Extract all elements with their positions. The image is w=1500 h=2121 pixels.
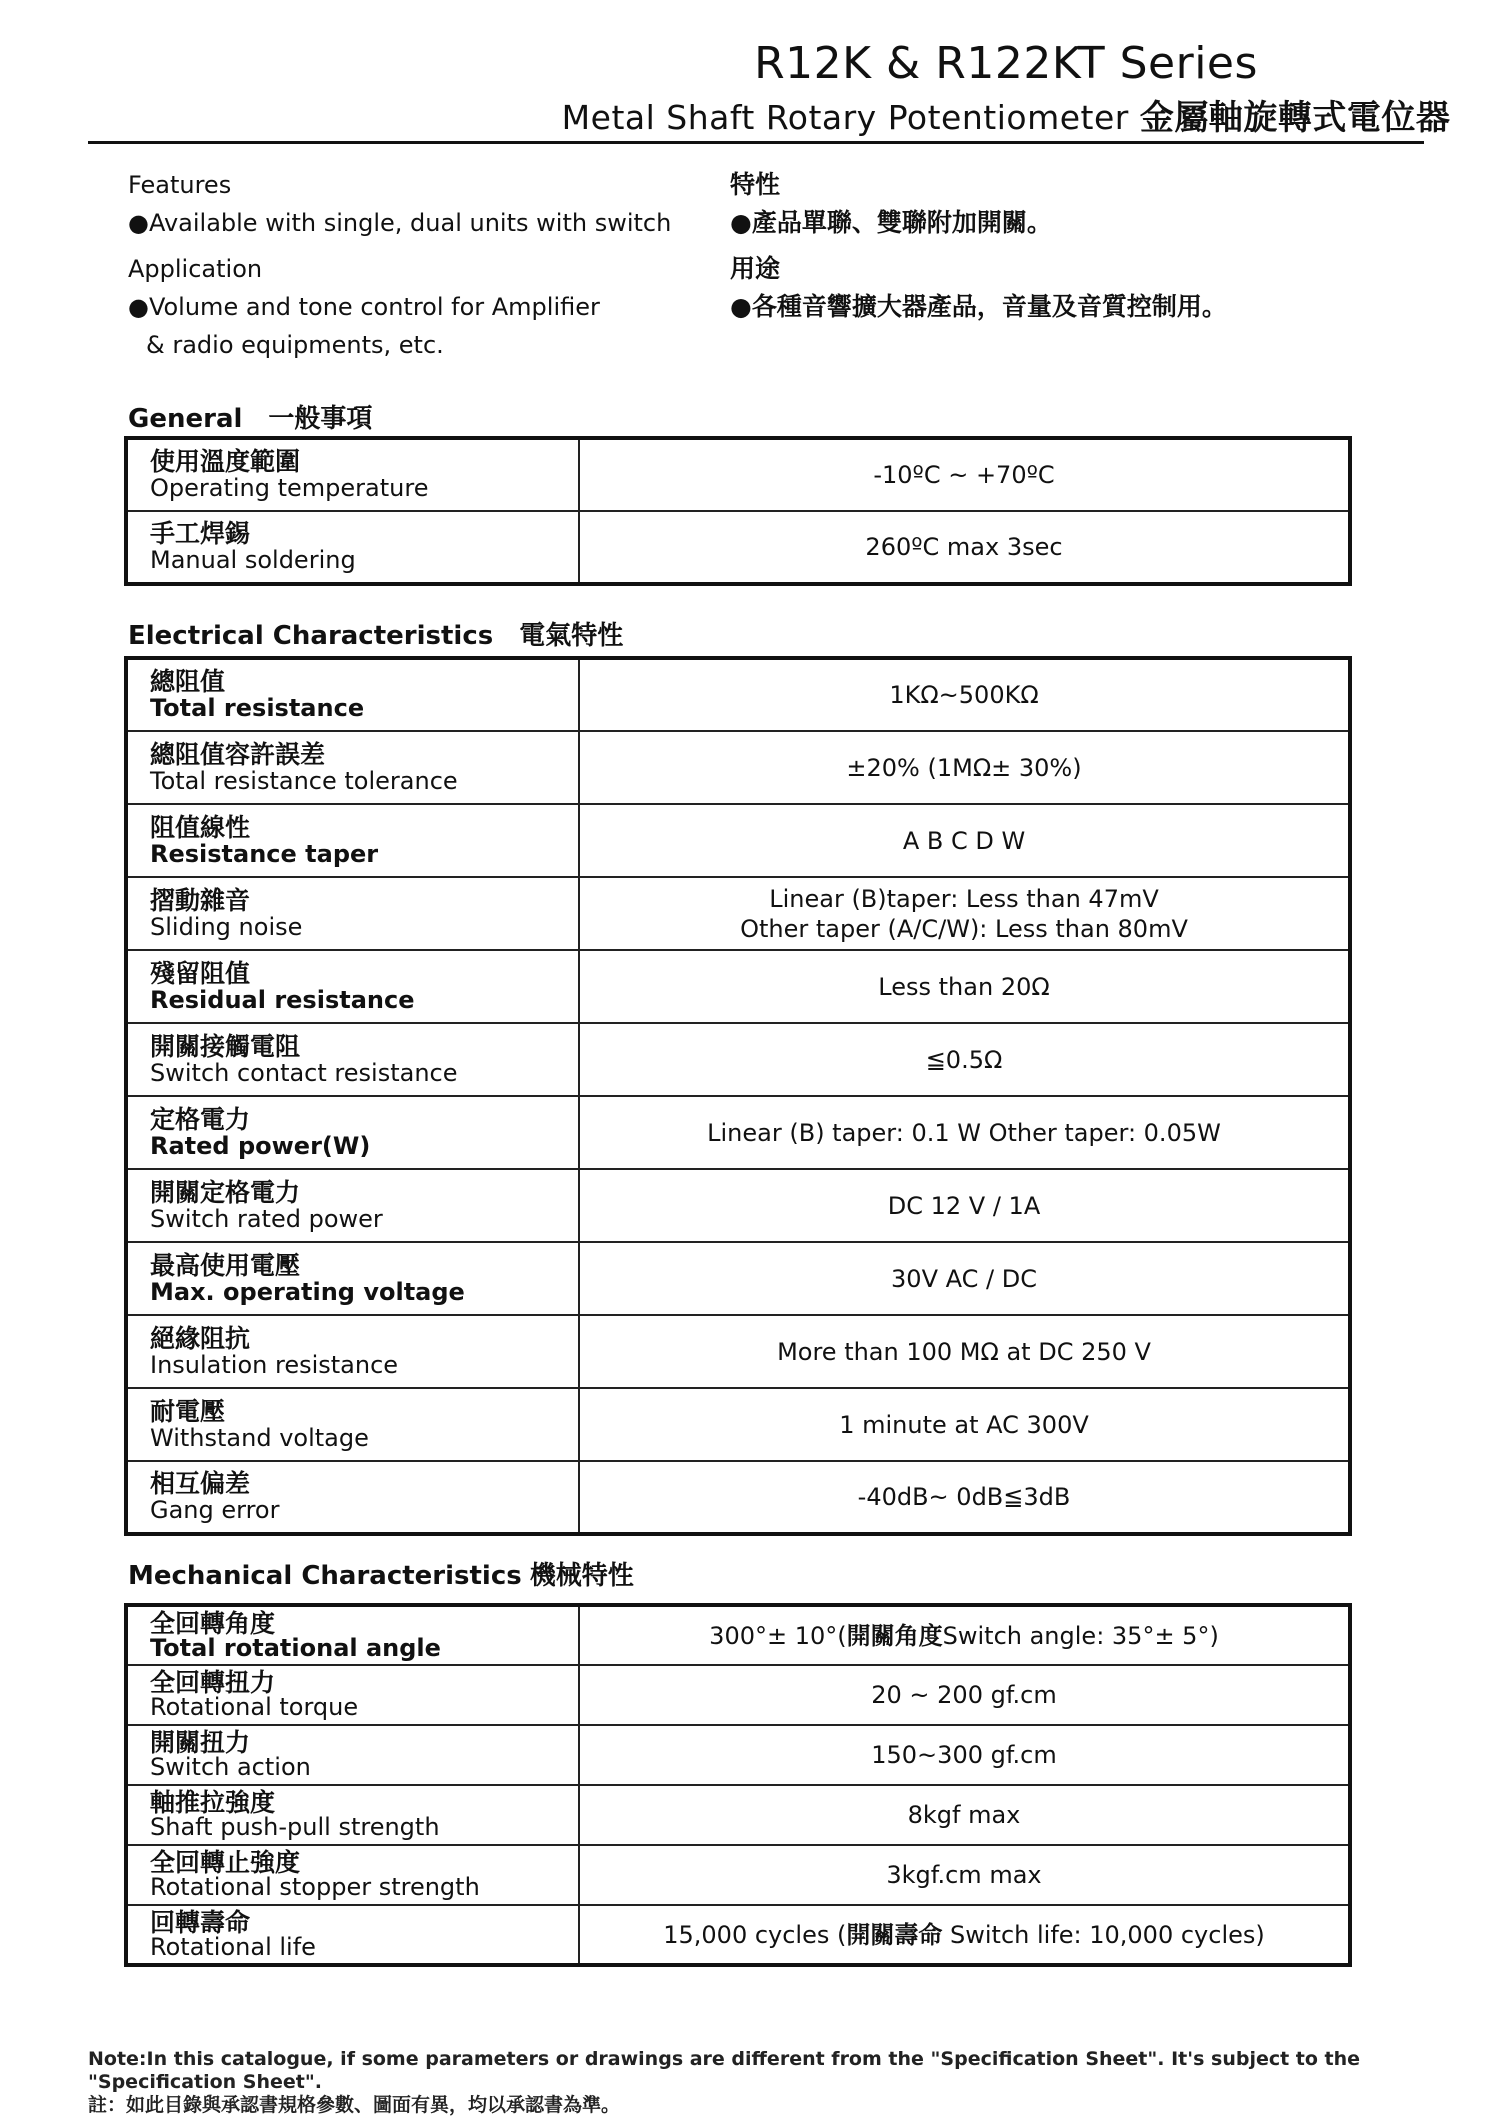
row-value bbox=[579, 1096, 1350, 1169]
row-label bbox=[126, 1461, 579, 1534]
value-text: -40dB~ 0dB≦3dB bbox=[857, 1483, 1071, 1511]
footnote bbox=[88, 2048, 1500, 2117]
row-value bbox=[579, 658, 1350, 731]
row-value bbox=[579, 1388, 1350, 1461]
table-row bbox=[126, 1169, 1350, 1242]
footnote-en: Note:In this catalogue, if some parameters or drawings are different from the "Specification Sheet". It's subject to the "Specification Sheet". bbox=[88, 2048, 1361, 2093]
row-label bbox=[126, 1242, 579, 1315]
label-zh: 回轉壽命 bbox=[150, 1907, 251, 1937]
value-text: Linear (B)taper: Less than 47mV bbox=[769, 884, 1159, 913]
row-label bbox=[126, 1845, 579, 1905]
row-label bbox=[126, 1605, 579, 1665]
subtitle-en: Metal Shaft Rotary Potentiometer bbox=[561, 98, 1129, 137]
label-zh: 開關接觸電阻 bbox=[150, 1031, 301, 1061]
row-label bbox=[126, 658, 579, 731]
label-en: Switch action bbox=[150, 1753, 311, 1781]
value-text: 1 minute at AC 300V bbox=[839, 1410, 1089, 1439]
features-item: ●Available with single, dual units with switch bbox=[128, 209, 672, 237]
value-text: 30V AC / DC bbox=[891, 1264, 1037, 1293]
row-value bbox=[579, 950, 1350, 1023]
value-text: 15,000 cycles ( bbox=[663, 1920, 847, 1949]
label-zh: 絕緣阻抗 bbox=[150, 1323, 251, 1353]
table-row bbox=[126, 438, 1350, 511]
value-text-post: Switch angle: 35°± 5°) bbox=[942, 1621, 1219, 1650]
table-row bbox=[126, 1605, 1350, 1665]
label-zh: 手工焊錫 bbox=[150, 519, 251, 548]
value-text: A B C D W bbox=[902, 826, 1026, 855]
application-line-1: ●Volume and tone control for Amplifier bbox=[128, 293, 600, 321]
row-value bbox=[579, 1725, 1350, 1785]
label-zh: 總阻值容許誤差 bbox=[150, 739, 326, 769]
table-row bbox=[126, 1785, 1350, 1845]
value-text: -10ºC ~ +70ºC bbox=[873, 461, 1055, 489]
label-en: Total resistance bbox=[150, 694, 365, 722]
row-label bbox=[126, 1725, 579, 1785]
label-zh: 全回轉止強度 bbox=[150, 1848, 301, 1877]
row-label bbox=[126, 1665, 579, 1725]
value-text: 260ºC max 3sec bbox=[865, 533, 1063, 561]
label-zh: 耐電壓 bbox=[150, 1396, 226, 1426]
row-value bbox=[579, 1242, 1350, 1315]
row-label bbox=[126, 731, 579, 804]
table-row bbox=[126, 1905, 1350, 1965]
row-value bbox=[579, 731, 1350, 804]
row-value bbox=[579, 1023, 1350, 1096]
features-item-zh: ●產品單聯、雙聯附加開關。 bbox=[730, 208, 1052, 237]
label-en: Operating temperature bbox=[150, 474, 429, 502]
value-text: 20 ~ 200 gf.cm bbox=[871, 1681, 1057, 1709]
general-table bbox=[124, 436, 1352, 586]
label-en: Rotational stopper strength bbox=[150, 1873, 480, 1901]
table-row bbox=[126, 511, 1350, 584]
table-row bbox=[126, 658, 1350, 731]
table-row bbox=[126, 1315, 1350, 1388]
value-text: ≦0.5Ω bbox=[925, 1045, 1003, 1074]
label-zh: 軸推拉強度 bbox=[150, 1788, 276, 1817]
row-label bbox=[126, 511, 579, 584]
table-row bbox=[126, 1845, 1350, 1905]
row-value bbox=[579, 1905, 1350, 1965]
row-value bbox=[579, 1845, 1350, 1905]
table-row bbox=[126, 1096, 1350, 1169]
section-title-general: General 一般事項 bbox=[128, 404, 373, 434]
subtitle-zh: 金屬軸旋轉式電位器 bbox=[1139, 98, 1451, 138]
label-en: Resistance taper bbox=[150, 839, 379, 868]
label-en: Max. operating voltage bbox=[150, 1277, 465, 1306]
application-label: Application bbox=[128, 255, 263, 283]
value-text: 150~300 gf.cm bbox=[871, 1741, 1057, 1769]
value-text-2: Other taper (A/C/W): Less than 80mV bbox=[740, 914, 1188, 943]
label-en: Sliding noise bbox=[150, 912, 303, 941]
row-value bbox=[579, 804, 1350, 877]
row-label bbox=[126, 1096, 579, 1169]
label-en: Total rotational angle bbox=[150, 1633, 441, 1662]
label-zh: 殘留阻值 bbox=[150, 958, 251, 988]
label-zh: 相互偏差 bbox=[150, 1469, 251, 1498]
page-subtitle bbox=[0, 90, 1500, 139]
value-text: 1KΩ~500KΩ bbox=[889, 681, 1039, 709]
row-label bbox=[126, 1023, 579, 1096]
row-value bbox=[579, 1785, 1350, 1845]
label-zh: 定格電力 bbox=[150, 1104, 251, 1134]
label-zh: 開關扭力 bbox=[150, 1728, 251, 1757]
row-label bbox=[126, 1905, 579, 1965]
value-text-post: Switch life: 10,000 cycles) bbox=[942, 1920, 1265, 1949]
table-row bbox=[126, 1665, 1350, 1725]
label-en: Shaft push-pull strength bbox=[150, 1813, 440, 1841]
value-text: Linear (B) taper: 0.1 W Other taper: 0.05W bbox=[707, 1118, 1221, 1147]
row-label bbox=[126, 438, 579, 511]
label-zh: 摺動雜音 bbox=[150, 885, 251, 915]
table-row bbox=[126, 950, 1350, 1023]
electrical-table bbox=[124, 656, 1352, 1536]
label-en: Manual soldering bbox=[150, 546, 356, 574]
label-en: Insulation resistance bbox=[150, 1350, 399, 1379]
label-en: Residual resistance bbox=[150, 985, 415, 1014]
intro-english bbox=[128, 166, 718, 364]
value-text: More than 100 MΩ at DC 250 V bbox=[777, 1337, 1151, 1366]
row-value bbox=[579, 1665, 1350, 1725]
row-value bbox=[579, 1461, 1350, 1534]
application-item-zh: ●各種音響擴大器產品，音量及音質控制用。 bbox=[730, 292, 1227, 321]
table-row bbox=[126, 1388, 1350, 1461]
label-zh: 全回轉角度 bbox=[150, 1608, 276, 1638]
label-en: Switch contact resistance bbox=[150, 1058, 458, 1087]
row-label bbox=[126, 1315, 579, 1388]
page-title: R12K & R122KT Series bbox=[754, 38, 1258, 89]
table-row bbox=[126, 1461, 1350, 1534]
label-en: Rated power(W) bbox=[150, 1131, 371, 1160]
label-zh: 阻值線性 bbox=[150, 812, 251, 842]
table-row bbox=[126, 1725, 1350, 1785]
row-value bbox=[579, 877, 1350, 950]
label-zh: 全回轉扭力 bbox=[150, 1668, 276, 1697]
label-zh: 使用溫度範圍 bbox=[150, 447, 301, 476]
footnote-zh: 註：如此目錄與承認書規格參數、圖面有異，均以承認書為準。 bbox=[88, 2094, 621, 2116]
value-text: 3kgf.cm max bbox=[886, 1861, 1042, 1889]
label-en: Rotational life bbox=[150, 1932, 316, 1961]
row-value bbox=[579, 511, 1350, 584]
application-line-2: & radio equipments, etc. bbox=[146, 331, 444, 359]
row-value bbox=[579, 438, 1350, 511]
label-zh: 總阻值 bbox=[150, 667, 226, 696]
value-text-zh: 開關壽命 bbox=[846, 1920, 943, 1949]
label-zh: 最高使用電壓 bbox=[150, 1250, 301, 1280]
label-en: Switch rated power bbox=[150, 1204, 383, 1233]
title-divider bbox=[88, 141, 1424, 144]
row-label bbox=[126, 877, 579, 950]
row-label bbox=[126, 804, 579, 877]
value-text: 300°± 10°( bbox=[709, 1621, 847, 1650]
row-value bbox=[579, 1169, 1350, 1242]
row-label bbox=[126, 1169, 579, 1242]
label-en: Gang error bbox=[150, 1496, 280, 1524]
section-title-mechanical: Mechanical Characteristics 機械特性 bbox=[128, 1561, 634, 1591]
table-row bbox=[126, 877, 1350, 950]
table-row bbox=[126, 731, 1350, 804]
label-en: Withstand voltage bbox=[150, 1423, 369, 1452]
value-text: DC 12 V / 1A bbox=[887, 1191, 1041, 1220]
section-title-electrical: Electrical Characteristics 電氣特性 bbox=[128, 621, 624, 651]
row-label bbox=[126, 1785, 579, 1845]
label-en: Rotational torque bbox=[150, 1693, 359, 1721]
features-label: Features bbox=[128, 171, 232, 199]
value-text: ±20% (1MΩ± 30%) bbox=[846, 753, 1082, 782]
row-label bbox=[126, 1388, 579, 1461]
row-value bbox=[579, 1605, 1350, 1665]
label-en: Total resistance tolerance bbox=[150, 766, 458, 795]
table-row bbox=[126, 1242, 1350, 1315]
value-text: 8kgf max bbox=[907, 1801, 1021, 1829]
table-row bbox=[126, 1023, 1350, 1096]
features-label-zh: 特性 bbox=[730, 170, 781, 199]
intro-chinese bbox=[730, 166, 1430, 326]
row-label bbox=[126, 950, 579, 1023]
row-value bbox=[579, 1315, 1350, 1388]
application-label-zh: 用途 bbox=[730, 254, 781, 283]
table-row bbox=[126, 804, 1350, 877]
mechanical-table bbox=[124, 1603, 1352, 1967]
value-text-zh: 開關角度 bbox=[846, 1621, 943, 1650]
label-zh: 開關定格電力 bbox=[150, 1177, 301, 1207]
value-text: Less than 20Ω bbox=[878, 972, 1050, 1001]
